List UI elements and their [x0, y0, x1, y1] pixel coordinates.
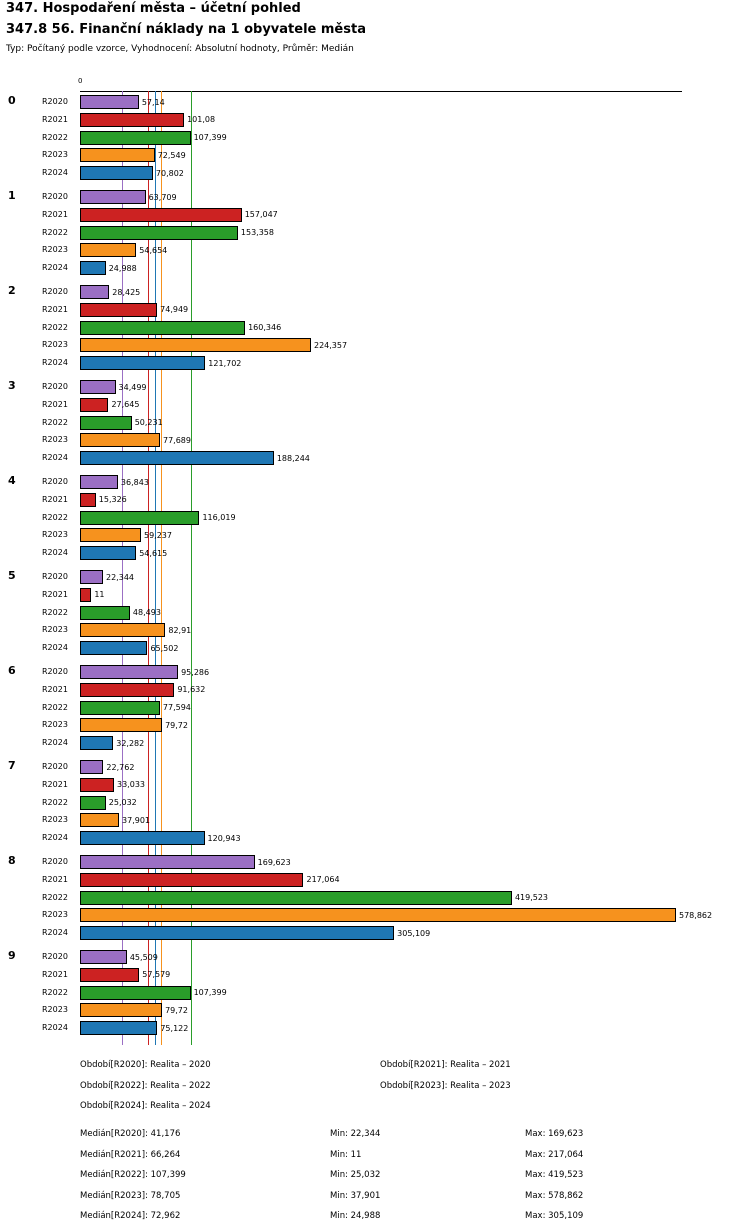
- bar-value-label: 63,709: [148, 192, 177, 202]
- bar-value-label: 36,843: [120, 477, 149, 487]
- page-title-line2: 347.8 56. Finanční náklady na 1 obyvatele města: [6, 22, 366, 37]
- bar-r2021[interactable]: [80, 683, 174, 697]
- bar-row-label: R2024: [42, 833, 68, 843]
- bar-r2021[interactable]: [80, 398, 108, 412]
- bar-row-label: R2024: [42, 358, 68, 368]
- bar-value-label: 77,689: [162, 435, 191, 445]
- bar-r2024[interactable]: [80, 451, 274, 465]
- bar-value-label: 79,72: [165, 1005, 188, 1015]
- group-index-label: 0: [8, 94, 16, 107]
- bar-row-label: R2021: [42, 779, 68, 789]
- stat-median-3: Medián[R2023]: 78,705: [80, 1190, 181, 1201]
- bar-value-label: 72,549: [157, 150, 186, 160]
- group-index-label: 8: [8, 854, 16, 867]
- bar-row-label: R2020: [42, 477, 68, 486]
- bar-value-label: 59,237: [143, 530, 172, 540]
- bar-value-label: 48,493: [132, 608, 161, 618]
- bar-value-label: 22,344: [106, 572, 134, 582]
- group-index-label: 1: [8, 189, 16, 202]
- stat-min-3: Min: 37,901: [330, 1190, 381, 1201]
- bar-value-label: 50,231: [134, 418, 163, 428]
- bar-value-label: 15,326: [98, 495, 127, 505]
- bar-value-label: 157,047: [244, 210, 278, 220]
- bar-row-label: R2020: [42, 857, 68, 866]
- group-index-label: 5: [8, 569, 16, 582]
- bar-r2024[interactable]: [80, 926, 394, 940]
- bar-row-label: R2020: [42, 97, 68, 106]
- page-title-line1: 347. Hospodaření města – účetní pohled: [6, 1, 301, 16]
- bar-r2021[interactable]: [80, 303, 157, 317]
- bar-value-label: 57,14: [141, 97, 165, 107]
- stat-max-4: Max: 305,109: [525, 1211, 584, 1221]
- group-index-label: 9: [8, 949, 16, 962]
- bar-value-label: 74,949: [160, 305, 189, 315]
- bar-row-label: R2024: [42, 548, 68, 558]
- bar-value-label: 169,623: [257, 857, 291, 867]
- legend-item-4: Období[R2024]: Realita – 2024: [80, 1101, 211, 1111]
- bar-value-label: 116,019: [202, 513, 236, 523]
- bar-value-label: 25,032: [108, 798, 137, 808]
- bar-row-label: R2021: [42, 304, 68, 314]
- bar-r2021[interactable]: [80, 968, 139, 982]
- bar-r2022[interactable]: [80, 226, 238, 240]
- legend-item-1: Období[R2021]: Realita – 2021: [380, 1060, 511, 1070]
- bar-value-label: 160,346: [248, 323, 282, 333]
- bar-row-label: R2020: [42, 382, 68, 391]
- bar-r2020[interactable]: [80, 475, 118, 489]
- bar-value-label: 91,632: [177, 685, 206, 695]
- bar-r2023[interactable]: [80, 623, 165, 637]
- bar-row-label: R2022: [42, 132, 68, 142]
- bar-r2021[interactable]: [80, 208, 242, 222]
- bar-row-label: R2023: [42, 1005, 68, 1015]
- bar-row-label: R2020: [42, 287, 68, 296]
- bar-r2020[interactable]: [80, 950, 127, 964]
- bar-row-label: R2024: [42, 263, 68, 273]
- bar-row-label: R2023: [42, 245, 68, 255]
- stat-min-2: Min: 25,032: [330, 1170, 381, 1180]
- bar-r2020[interactable]: [80, 855, 255, 869]
- bar-row-label: R2020: [42, 762, 68, 771]
- bar-r2022[interactable]: [80, 606, 130, 620]
- stat-max-2: Max: 419,523: [525, 1170, 584, 1180]
- bar-r2022[interactable]: [80, 701, 160, 715]
- bar-row-label: R2021: [42, 684, 68, 694]
- bar-value-label: 54,654: [139, 245, 168, 255]
- bar-value-label: 11: [94, 590, 105, 600]
- bar-r2023[interactable]: [80, 718, 162, 732]
- bar-r2021[interactable]: [80, 873, 303, 887]
- bar-r2022[interactable]: [80, 416, 132, 430]
- bar-value-label: 65,502: [150, 643, 179, 653]
- bar-r2023[interactable]: [80, 338, 311, 352]
- bar-value-label: 45,509: [129, 952, 158, 962]
- stat-median-0: Medián[R2020]: 41,176: [80, 1129, 181, 1139]
- bar-r2022[interactable]: [80, 131, 191, 145]
- bar-r2023[interactable]: [80, 243, 136, 257]
- bar-r2022[interactable]: [80, 511, 199, 525]
- bar-row-label: R2020: [42, 952, 68, 961]
- bar-row-label: R2021: [42, 494, 68, 504]
- legend-item-0: Období[R2020]: Realita – 2020: [80, 1060, 211, 1070]
- group-index-label: 6: [8, 664, 16, 677]
- bar-value-label: 121,702: [208, 358, 242, 368]
- bar-row-label: R2022: [42, 322, 68, 332]
- bar-value-label: 419,523: [514, 893, 549, 903]
- bar-r2022[interactable]: [80, 891, 512, 905]
- stat-median-1: Medián[R2021]: 66,264: [80, 1149, 181, 1160]
- bar-r2024[interactable]: [80, 261, 106, 275]
- bar-row-label: R2023: [42, 910, 68, 920]
- bar-value-label: 79,72: [165, 720, 188, 730]
- bar-value-label: 57,579: [142, 970, 171, 980]
- bar-value-label: 22,762: [106, 762, 135, 772]
- bar-value-label: 95,286: [181, 667, 210, 677]
- bar-value-label: 224,357: [313, 340, 348, 350]
- bar-row-label: R2024: [42, 453, 68, 463]
- bar-row-label: R2023: [42, 720, 68, 730]
- stat-max-1: Max: 217,064: [525, 1149, 584, 1160]
- bar-value-label: 578,862: [679, 910, 713, 920]
- bar-value-label: 101,08: [187, 115, 216, 125]
- stat-median-2: Medián[R2022]: 107,399: [80, 1170, 186, 1180]
- bar-row-label: R2021: [42, 114, 68, 124]
- bar-row-label: R2024: [42, 738, 68, 748]
- bar-value-label: 77,594: [162, 703, 191, 713]
- bar-r2022[interactable]: [80, 321, 245, 335]
- bar-row-label: R2020: [42, 667, 68, 676]
- bar-r2024[interactable]: [80, 641, 147, 655]
- bar-r2020[interactable]: [80, 760, 103, 774]
- bar-row-label: R2024: [42, 1023, 68, 1033]
- bar-row-label: R2022: [42, 797, 68, 807]
- bar-r2020[interactable]: [80, 285, 109, 299]
- bar-row-label: R2023: [42, 815, 68, 825]
- stat-min-0: Min: 22,344: [330, 1129, 381, 1139]
- bar-r2020[interactable]: [80, 95, 139, 109]
- bar-row-label: R2022: [42, 607, 68, 617]
- bar-value-label: 82,91: [168, 625, 192, 635]
- bar-row-label: R2022: [42, 987, 68, 997]
- bar-r2023[interactable]: [80, 148, 155, 162]
- bar-row-label: R2023: [42, 150, 68, 160]
- bar-row-label: R2024: [42, 928, 68, 938]
- legend-item-2: Období[R2022]: Realita – 2022: [80, 1080, 211, 1091]
- bar-row-label: R2023: [42, 435, 68, 445]
- bar-value-label: 34,499: [118, 382, 147, 392]
- group-index-label: 4: [8, 474, 16, 487]
- chart-axis-line: [80, 91, 682, 92]
- bar-value-label: 188,244: [276, 453, 310, 463]
- bar-r2021[interactable]: [80, 778, 114, 792]
- bar-value-label: 27,645: [111, 400, 140, 410]
- axis-zero-label: 0: [78, 77, 83, 85]
- stat-median-4: Medián[R2024]: 72,962: [80, 1211, 181, 1221]
- stat-min-4: Min: 24,988: [330, 1211, 381, 1221]
- bar-row-label: R2020: [42, 192, 68, 201]
- bar-row-label: R2022: [42, 512, 68, 522]
- bar-r2023[interactable]: [80, 433, 160, 447]
- bar-r2023[interactable]: [80, 813, 119, 827]
- bar-r2020[interactable]: [80, 570, 103, 584]
- bar-value-label: 33,033: [117, 780, 145, 790]
- bar-row-label: R2022: [42, 417, 68, 427]
- bar-r2024[interactable]: [80, 736, 113, 750]
- stat-min-1: Min: 11: [330, 1149, 362, 1160]
- bar-value-label: 107,399: [193, 133, 227, 143]
- bar-row-label: R2024: [42, 643, 68, 653]
- bar-row-label: R2021: [42, 399, 68, 409]
- bar-value-label: 54,615: [139, 548, 168, 558]
- bar-r2023[interactable]: [80, 1003, 162, 1017]
- bar-value-label: 70,802: [155, 168, 184, 178]
- bar-r2024[interactable]: [80, 166, 153, 180]
- bar-r2024[interactable]: [80, 831, 205, 845]
- chart-plot-area: [0, 75, 750, 1050]
- bar-r2020[interactable]: [80, 665, 178, 679]
- group-index-label: 2: [8, 284, 16, 297]
- bar-row-label: R2020: [42, 572, 68, 581]
- bar-row-label: R2022: [42, 702, 68, 712]
- bar-r2020[interactable]: [80, 380, 116, 394]
- bar-row-label: R2024: [42, 168, 68, 178]
- bar-row-label: R2022: [42, 892, 68, 902]
- bar-r2021[interactable]: [80, 588, 91, 602]
- bar-r2021[interactable]: [80, 113, 184, 127]
- bar-row-label: R2023: [42, 625, 68, 635]
- legend-item-3: Období[R2023]: Realita – 2023: [380, 1080, 511, 1091]
- bar-value-label: 75,122: [160, 1023, 189, 1033]
- bar-r2023[interactable]: [80, 908, 676, 922]
- stat-max-3: Max: 578,862: [525, 1190, 584, 1201]
- bar-r2024[interactable]: [80, 1021, 157, 1035]
- group-index-label: 7: [8, 759, 16, 772]
- bar-value-label: 153,358: [240, 228, 274, 238]
- bar-row-label: R2023: [42, 530, 68, 540]
- bar-r2024[interactable]: [80, 356, 205, 370]
- bar-row-label: R2022: [42, 227, 68, 237]
- bar-r2021[interactable]: [80, 493, 96, 507]
- chart-subtitle: Typ: Počítaný podle vzorce, Vyhodnocení: Absolutní hodnoty, Průměr: Medián: [6, 44, 354, 54]
- bar-value-label: 32,282: [116, 738, 145, 748]
- bar-value-label: 120,943: [207, 833, 241, 843]
- bar-row-label: R2021: [42, 589, 68, 599]
- bar-r2020[interactable]: [80, 190, 146, 204]
- bar-row-label: R2021: [42, 969, 68, 979]
- bar-r2024[interactable]: [80, 546, 136, 560]
- bar-row-label: R2021: [42, 874, 68, 884]
- bar-row-label: R2023: [42, 340, 68, 350]
- bar-value-label: 217,064: [306, 875, 340, 885]
- bar-value-label: 37,901: [122, 815, 151, 825]
- group-index-label: 3: [8, 379, 16, 392]
- bar-value-label: 28,425: [112, 287, 141, 297]
- bar-value-label: 107,399: [193, 988, 227, 998]
- bar-r2023[interactable]: [80, 528, 141, 542]
- bar-row-label: R2021: [42, 209, 68, 219]
- bar-value-label: 24,988: [108, 263, 137, 273]
- bar-value-label: 305,109: [397, 928, 431, 938]
- stat-max-0: Max: 169,623: [525, 1129, 584, 1139]
- bar-r2022[interactable]: [80, 796, 106, 810]
- bar-r2022[interactable]: [80, 986, 191, 1000]
